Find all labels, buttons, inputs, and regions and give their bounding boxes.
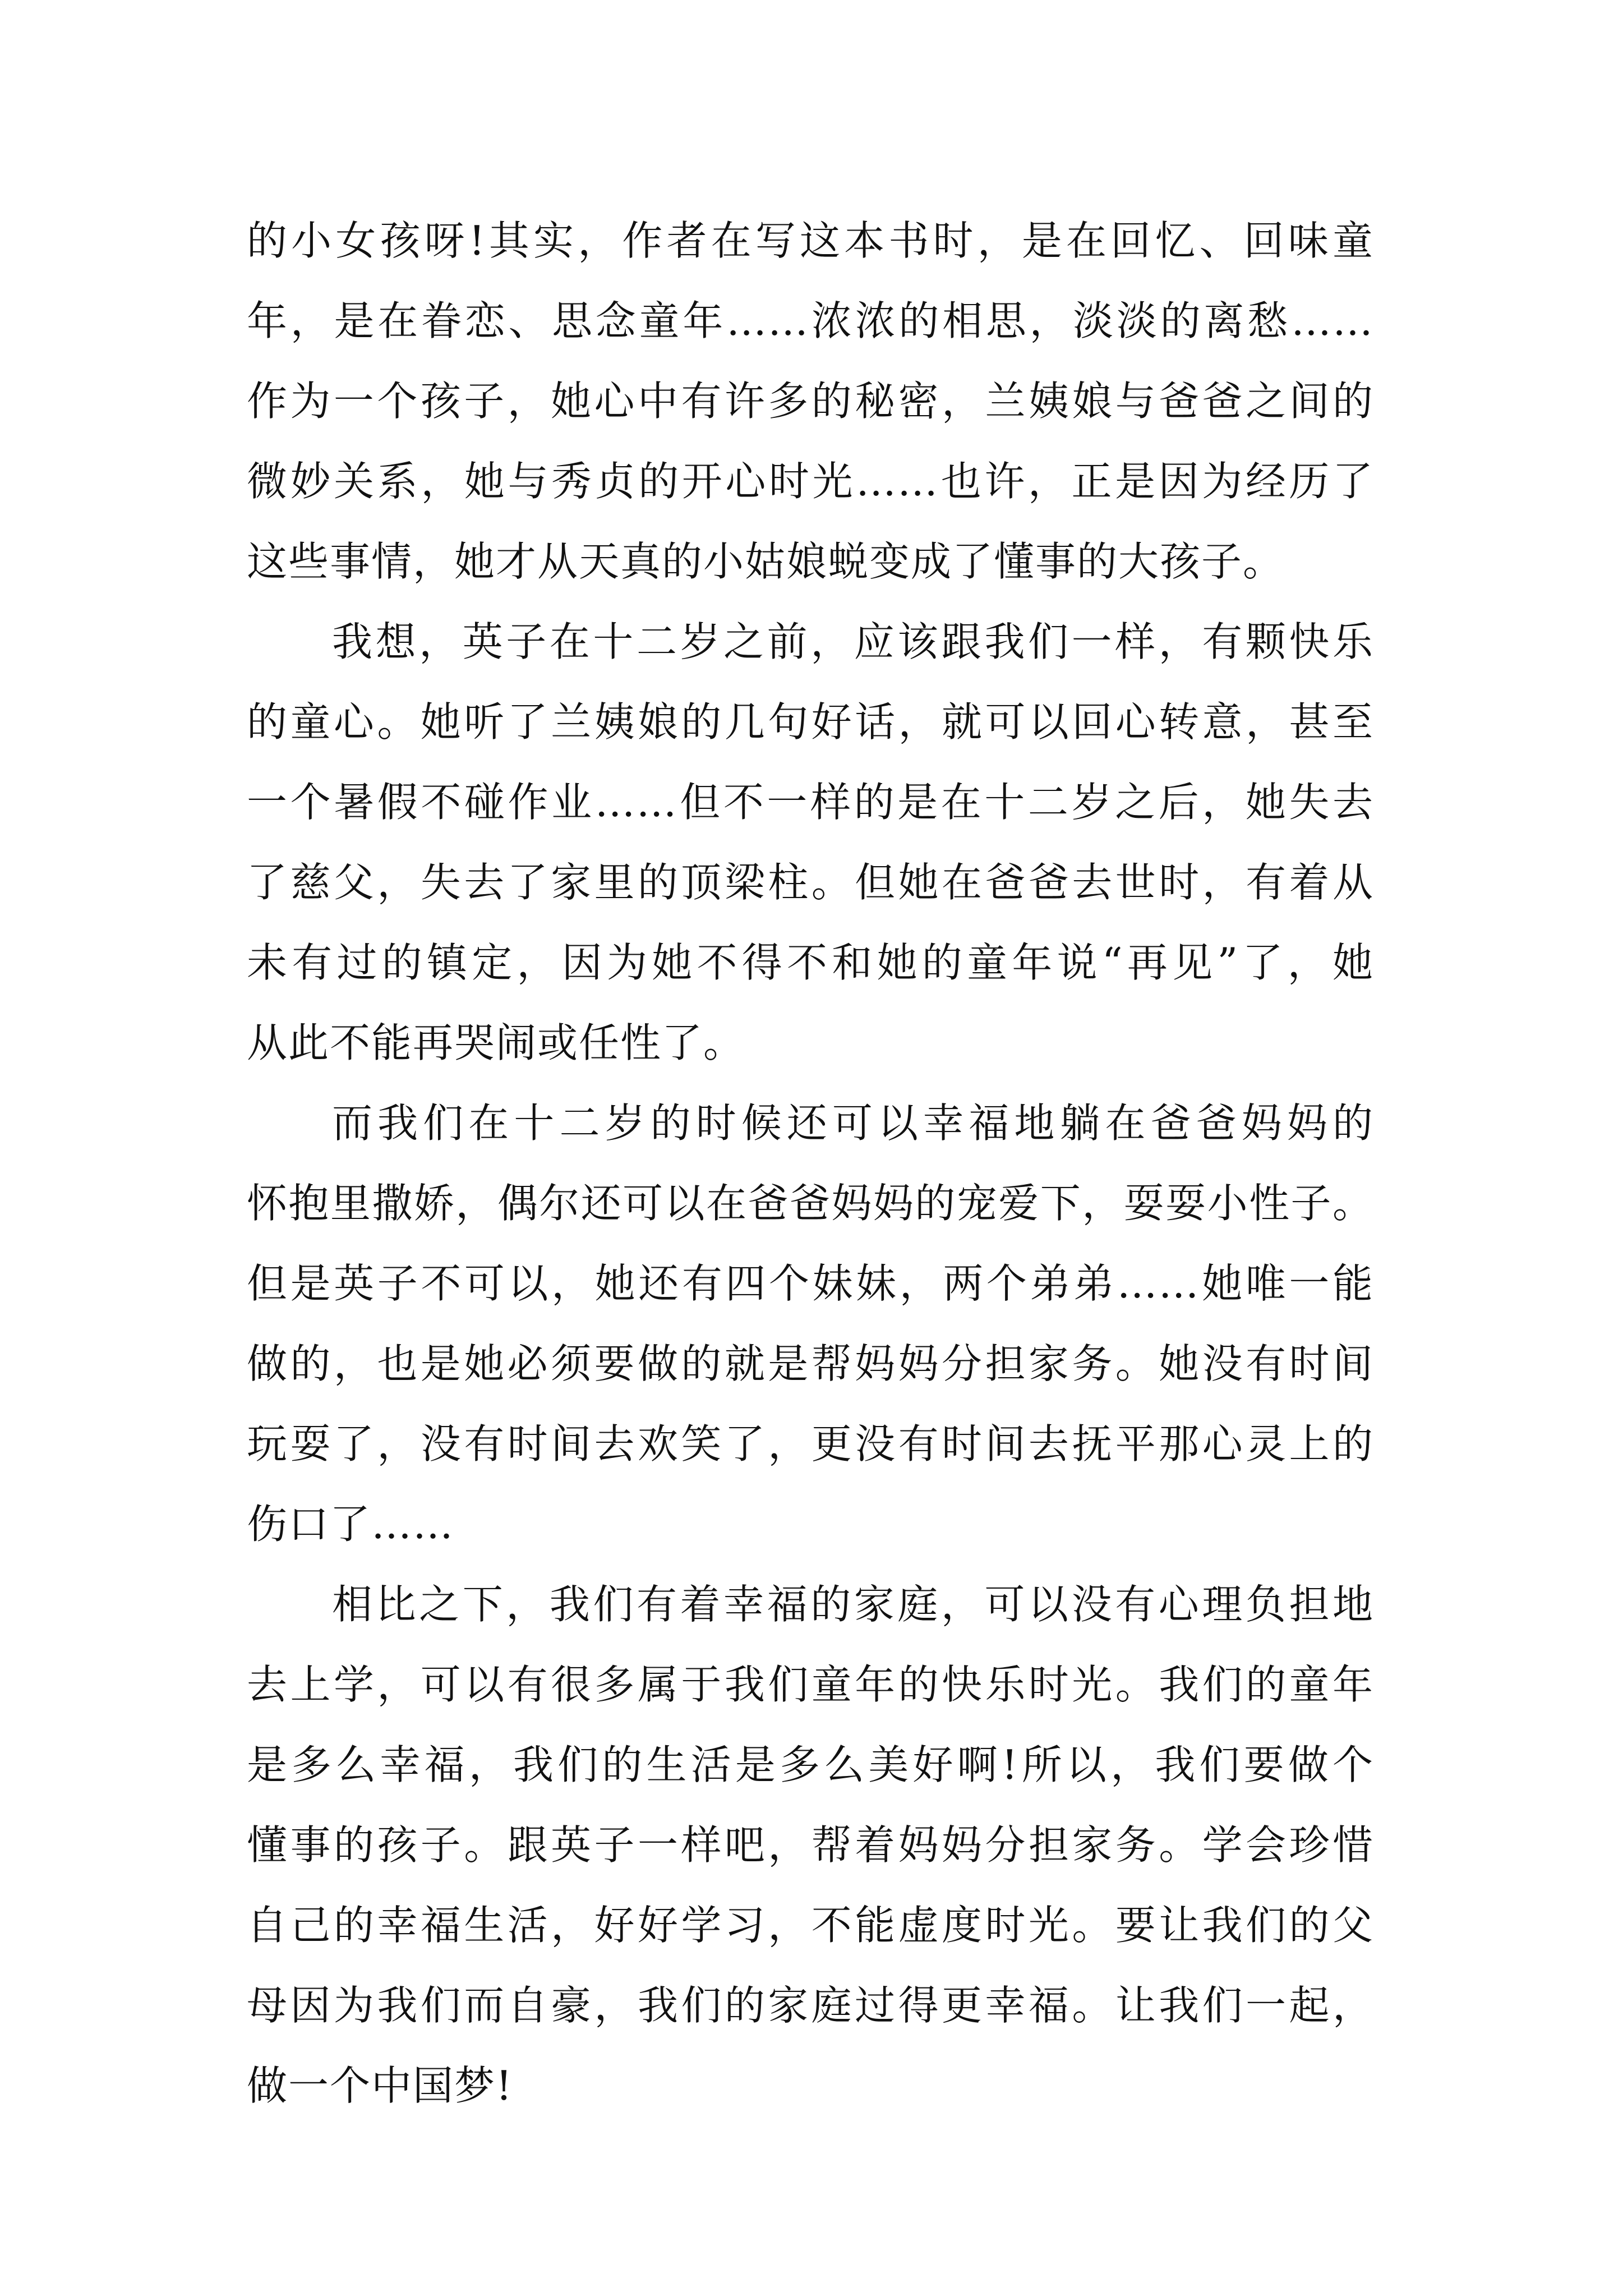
text-line: 了慈父，失去了家里的顶梁柱。但她在爸爸去世时，有着从 (247, 859, 1374, 906)
text-line: 母因为我们而自豪，我们的家庭过得更幸福。让我们一起， (247, 1982, 1374, 2029)
paragraph-4 (247, 1565, 1374, 2126)
text-line: 是多么幸福，我们的生活是多么美好啊!所以，我们要做个 (247, 1741, 1374, 1788)
paragraph-2 (247, 602, 1374, 1083)
text-line: 但是英子不可以，她还有四个妹妹，两个弟弟……她唯一能 (247, 1260, 1374, 1307)
text-line: 相比之下，我们有着幸福的家庭，可以没有心理负担地 (332, 1581, 1374, 1628)
text-line: 的童心。她听了兰姨娘的几句好话，就可以回心转意，甚至 (247, 698, 1374, 746)
text-line: 去上学，可以有很多属于我们童年的快乐时光。我们的童年 (247, 1661, 1374, 1708)
text-line: 玩耍了，没有时间去欢笑了，更没有时间去抚平那心灵上的 (247, 1420, 1374, 1467)
text-line: 年，是在眷恋、思念童年……浓浓的相思，淡淡的离愁…… (247, 297, 1374, 344)
text-line: 微妙关系，她与秀贞的开心时光……也许，正是因为经历了 (247, 458, 1374, 505)
paragraph-1 (247, 201, 1374, 602)
text-line: 做一个中国梦! (247, 2062, 513, 2109)
text-line: 懂事的孩子。跟英子一样吧，帮着妈妈分担家务。学会珍惜 (247, 1821, 1374, 1869)
text-line: 而我们在十二岁的时候还可以幸福地躺在爸爸妈妈的 (332, 1099, 1374, 1147)
text-line: 的小女孩呀!其实，作者在写这本书时，是在回忆、回味童 (247, 217, 1374, 264)
text-line: 自己的幸福生活，好好学习，不能虚度时光。要让我们的父 (247, 1902, 1374, 1949)
text-line: 这些事情，她才从天真的小姑娘蜕变成了懂事的大孩子。 (247, 538, 1285, 585)
text-line: 做的，也是她必须要做的就是帮妈妈分担家务。她没有时间 (247, 1340, 1374, 1387)
text-line: 未有过的镇定，因为她不得不和她的童年说“再见”了，她 (247, 939, 1374, 986)
paragraph-3 (247, 1083, 1374, 1565)
text-line: 伤口了…… (247, 1501, 455, 1548)
text-line: 一个暑假不碰作业……但不一样的是在十二岁之后，她失去 (247, 779, 1374, 826)
text-line: 从此不能再哭闹或任性了。 (247, 1019, 745, 1066)
essay-body (247, 201, 1374, 2126)
text-line: 我想，英子在十二岁之前，应该跟我们一样，有颗快乐 (332, 618, 1374, 665)
text-line: 怀抱里撒娇，偶尔还可以在爸爸妈妈的宠爱下，耍耍小性子。 (247, 1180, 1374, 1227)
text-line: 作为一个孩子，她心中有许多的秘密，兰姨娘与爸爸之间的 (247, 378, 1374, 425)
